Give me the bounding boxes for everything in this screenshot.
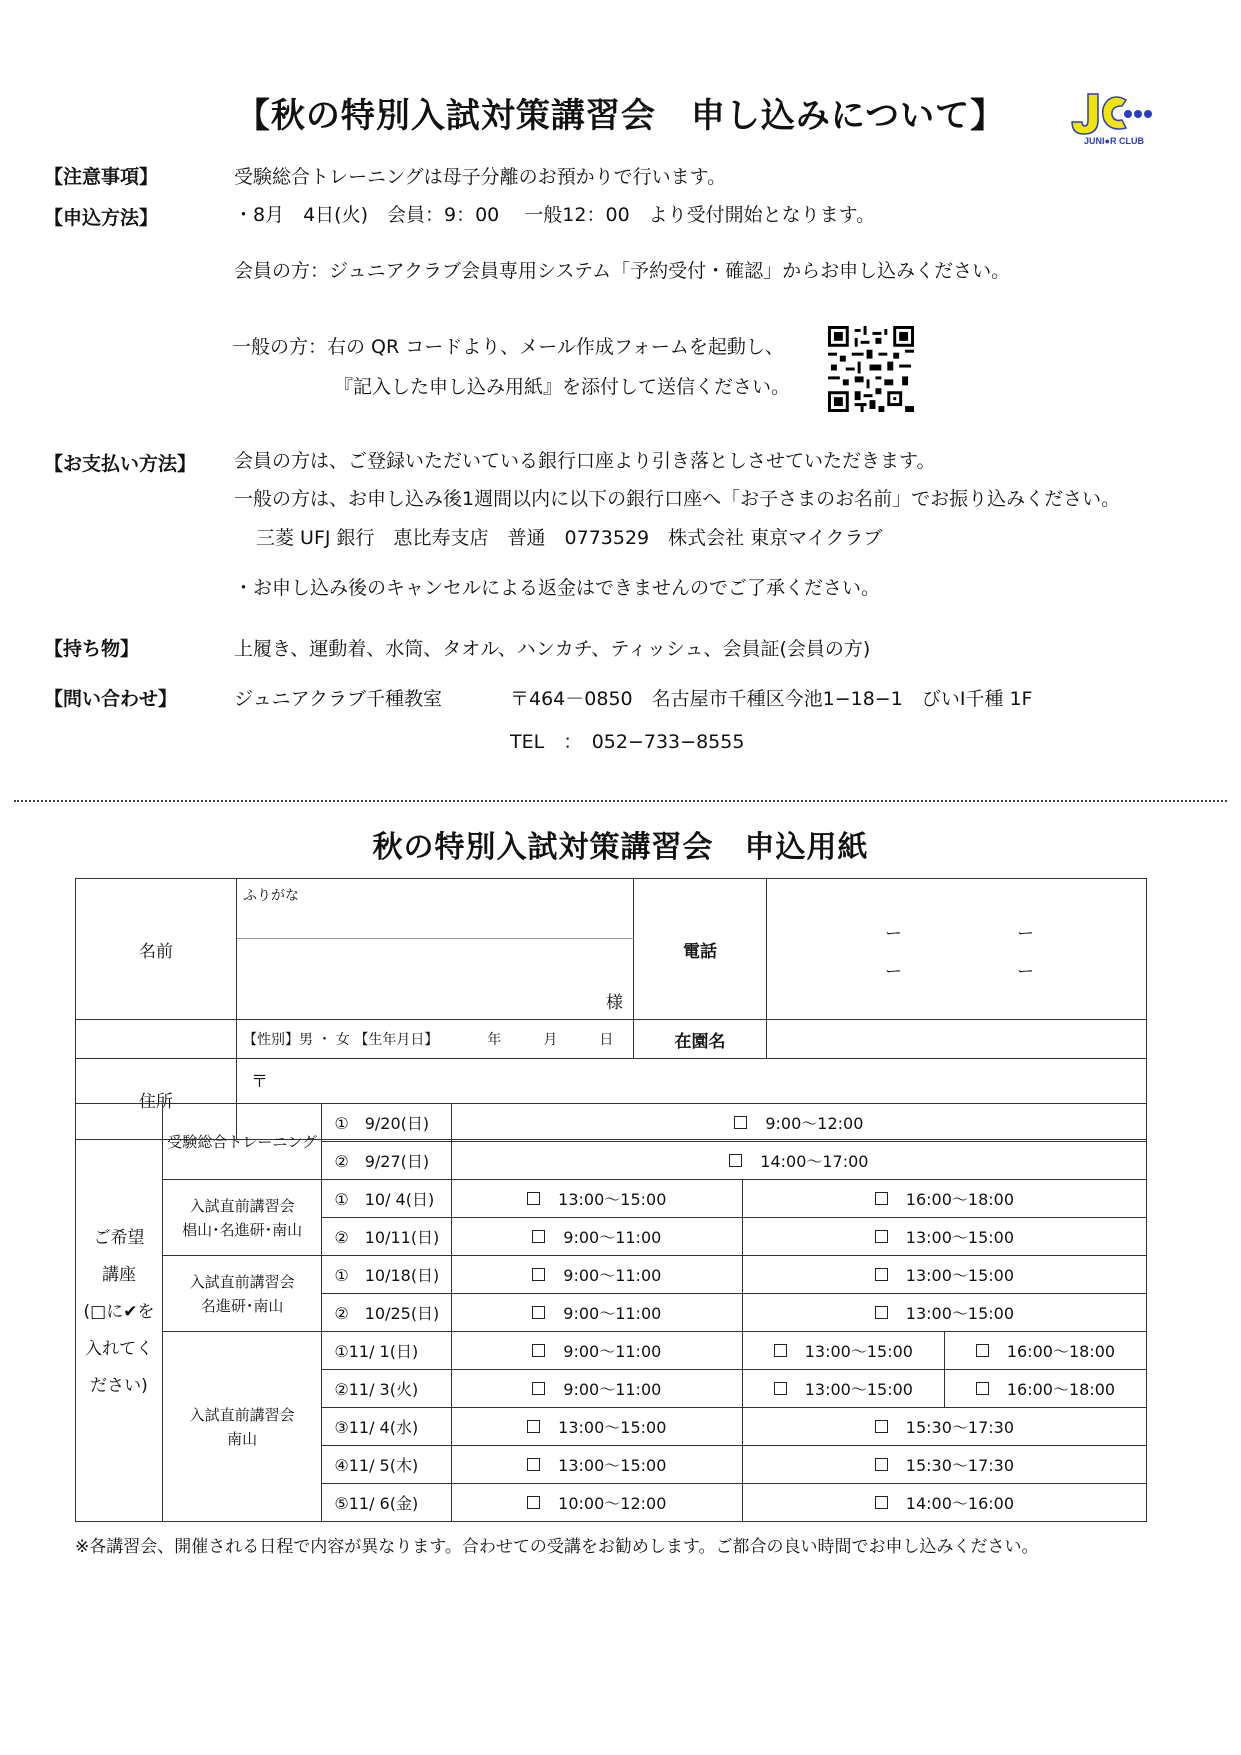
checkbox-icon[interactable] xyxy=(527,1192,540,1205)
checkbox-icon[interactable] xyxy=(976,1344,989,1357)
course-date: ① 10/18(日) xyxy=(322,1256,451,1294)
time-slot-checkbox[interactable]: 9:00～11:00 xyxy=(451,1256,742,1294)
time-slot-checkbox[interactable]: 16:00～18:00 xyxy=(944,1332,1146,1370)
name-label-cont xyxy=(76,1020,237,1059)
course-date: ② 10/11(日) xyxy=(322,1218,451,1256)
cut-line xyxy=(14,800,1227,802)
checkbox-icon[interactable] xyxy=(527,1420,540,1433)
checkbox-icon[interactable] xyxy=(729,1154,742,1167)
caution-text: 受験総合トレーニングは母子分離のお預かりで行います。 xyxy=(234,166,727,188)
form-title: 秋の特別入試対策講習会 申込用紙 xyxy=(372,830,869,865)
contact-name: ジュニアクラブ千種教室 xyxy=(234,688,443,710)
name-label: 名前 xyxy=(76,879,237,1020)
time-slot-checkbox[interactable]: 9:00～11:00 xyxy=(451,1294,742,1332)
checkbox-icon[interactable] xyxy=(875,1306,888,1319)
course-name: 入試直前講習会 椙山･名進研･南山 xyxy=(162,1180,321,1256)
time-slot-checkbox[interactable]: 13:00～15:00 xyxy=(451,1446,742,1484)
apply-line3: 一般の方：右の QR コードより、メール作成フォームを起動し、 xyxy=(232,336,784,358)
checkbox-icon[interactable] xyxy=(532,1382,545,1395)
school-field[interactable] xyxy=(767,1020,1147,1059)
checkbox-icon[interactable] xyxy=(527,1458,540,1471)
address-label: 住所 xyxy=(76,1059,237,1140)
time-slot-checkbox[interactable]: 14:00～16:00 xyxy=(742,1484,1146,1522)
course-date: ② 9/27(日) xyxy=(322,1142,451,1180)
checkbox-icon[interactable] xyxy=(532,1344,545,1357)
course-row xyxy=(76,1104,1147,1142)
apply-label: 【申込方法】 xyxy=(44,207,159,229)
page-title: 【秋の特別入試対策講習会 申し込みについて】 xyxy=(235,96,1006,136)
checkbox-icon[interactable] xyxy=(875,1458,888,1471)
checkbox-icon[interactable] xyxy=(532,1230,545,1243)
address-field[interactable]: 〒 xyxy=(237,1059,1147,1140)
course-date: ② 10/25(日) xyxy=(322,1294,451,1332)
course-name: 入試直前講習会 南山 xyxy=(162,1332,321,1522)
time-slot-checkbox[interactable]: 9:00～11:00 xyxy=(451,1370,742,1408)
footnote: ※各講習会、開催される日程で内容が異なります。合わせての受講をお勧めします。ご都合の良い時間でお申し込みください。 xyxy=(75,1537,1039,1557)
bank-account: 三菱 UFJ 銀行 恵比寿支店 普通 0773529 株式会社 東京マイクラブ xyxy=(256,527,883,549)
apply-line2: 会員の方：ジュニアクラブ会員専用システム「予約受付・確認」からお申し込みください。 xyxy=(234,260,1011,282)
checkbox-icon[interactable] xyxy=(875,1496,888,1509)
checkbox-icon[interactable] xyxy=(527,1496,540,1509)
course-date: ① 10/ 4(日) xyxy=(322,1180,451,1218)
time-slot-checkbox[interactable]: 16:00～18:00 xyxy=(944,1370,1146,1408)
checkbox-icon[interactable] xyxy=(734,1116,747,1129)
gender-birthdate-field[interactable]: 【性別】男 ・ 女 【生年月日】 年 月 日 xyxy=(237,1020,634,1059)
payment-line2: 一般の方は、お申し込み後1週間以内に以下の銀行口座へ「お子さまのお名前」でお振り込みください。 xyxy=(234,488,1121,510)
payment-line4: ・お申し込み後のキャンセルによる返金はできませんのでご了承ください。 xyxy=(234,577,881,599)
time-slot-checkbox[interactable]: 13:00～15:00 xyxy=(742,1294,1146,1332)
course-date: ③11/ 4(水) xyxy=(322,1408,451,1446)
time-slot-checkbox[interactable]: 13:00～15:00 xyxy=(451,1180,742,1218)
checkbox-icon[interactable] xyxy=(532,1268,545,1281)
course-date: ②11/ 3(火) xyxy=(322,1370,451,1408)
time-slot-checkbox[interactable]: 13:00～15:00 xyxy=(451,1408,742,1446)
time-slot-checkbox[interactable]: 16:00～18:00 xyxy=(742,1180,1146,1218)
time-slot-checkbox[interactable]: 13:00～15:00 xyxy=(742,1370,944,1408)
course-row xyxy=(76,1332,1147,1370)
time-slot-checkbox[interactable]: 13:00～15:00 xyxy=(742,1218,1146,1256)
belongings-text: 上履き、運動着、水筒、タオル、ハンカチ、ティッシュ、会員証(会員の方) xyxy=(234,638,871,660)
belongings-label: 【持ち物】 xyxy=(44,638,140,660)
checkbox-icon[interactable] xyxy=(875,1420,888,1433)
junior-club-logo xyxy=(1068,90,1160,146)
qr-code[interactable] xyxy=(828,326,914,412)
checkbox-icon[interactable] xyxy=(532,1306,545,1319)
applicant-info-table xyxy=(75,878,1147,1140)
course-selection-table xyxy=(75,1103,1147,1522)
checkbox-icon[interactable] xyxy=(875,1268,888,1281)
time-slot-checkbox[interactable]: 15:30～17:30 xyxy=(742,1408,1146,1446)
course-date: ① 9/20(日) xyxy=(322,1104,451,1142)
phone-label: 電話 xyxy=(634,879,767,1020)
furigana-field[interactable]: ふりがな xyxy=(237,879,634,939)
course-row xyxy=(76,1180,1147,1218)
time-slot-checkbox[interactable]: 9:00～11:00 xyxy=(451,1218,742,1256)
name-field[interactable]: 様 xyxy=(237,939,634,1020)
course-name: 受験総合トレーニング xyxy=(162,1104,321,1180)
apply-line4: 『記入した申し込み用紙』を添付して送信ください。 xyxy=(334,376,791,398)
time-slot-checkbox[interactable]: 9:00～12:00 xyxy=(451,1104,1146,1142)
phone-field[interactable]: ー ー ー ー xyxy=(767,879,1147,1020)
course-date: ⑤11/ 6(金) xyxy=(322,1484,451,1522)
apply-line1: ・8月 4日(火) 会員：9：00 一般12：00 より受付開始となります。 xyxy=(234,204,876,226)
time-slot-checkbox[interactable]: 14:00～17:00 xyxy=(451,1142,1146,1180)
school-label: 在園名 xyxy=(634,1020,767,1059)
checkbox-icon[interactable] xyxy=(774,1344,787,1357)
logo-text: JUNI●R CLUB xyxy=(1084,136,1144,146)
course-date: ①11/ 1(日) xyxy=(322,1332,451,1370)
payment-label: 【お支払い方法】 xyxy=(44,453,197,475)
checkbox-icon[interactable] xyxy=(976,1382,989,1395)
contact-label: 【問い合わせ】 xyxy=(44,688,178,710)
contact-tel: TEL ： 052−733−8555 xyxy=(510,731,745,753)
time-slot-checkbox[interactable]: 13:00～15:00 xyxy=(742,1256,1146,1294)
course-date: ④11/ 5(木) xyxy=(322,1446,451,1484)
course-name: 入試直前講習会 名進研･南山 xyxy=(162,1256,321,1332)
payment-line1: 会員の方は、ご登録いただいている銀行口座より引き落としさせていただきます。 xyxy=(234,450,936,472)
checkbox-icon[interactable] xyxy=(875,1192,888,1205)
time-slot-checkbox[interactable]: 13:00～15:00 xyxy=(742,1332,944,1370)
contact-address: 〒464－0850 名古屋市千種区今池1−18−1 びいⅠ千種 1F xyxy=(510,688,1033,710)
time-slot-checkbox[interactable]: 10:00～12:00 xyxy=(451,1484,742,1522)
checkbox-icon[interactable] xyxy=(875,1230,888,1243)
time-slot-checkbox[interactable]: 15:30～17:30 xyxy=(742,1446,1146,1484)
preferred-course-label: ご希望 講座 (□に✔を 入れてく ださい) xyxy=(76,1104,163,1522)
course-row xyxy=(76,1256,1147,1294)
checkbox-icon[interactable] xyxy=(774,1382,787,1395)
time-slot-checkbox[interactable]: 9:00～11:00 xyxy=(451,1332,742,1370)
caution-label: 【注意事項】 xyxy=(44,166,159,188)
